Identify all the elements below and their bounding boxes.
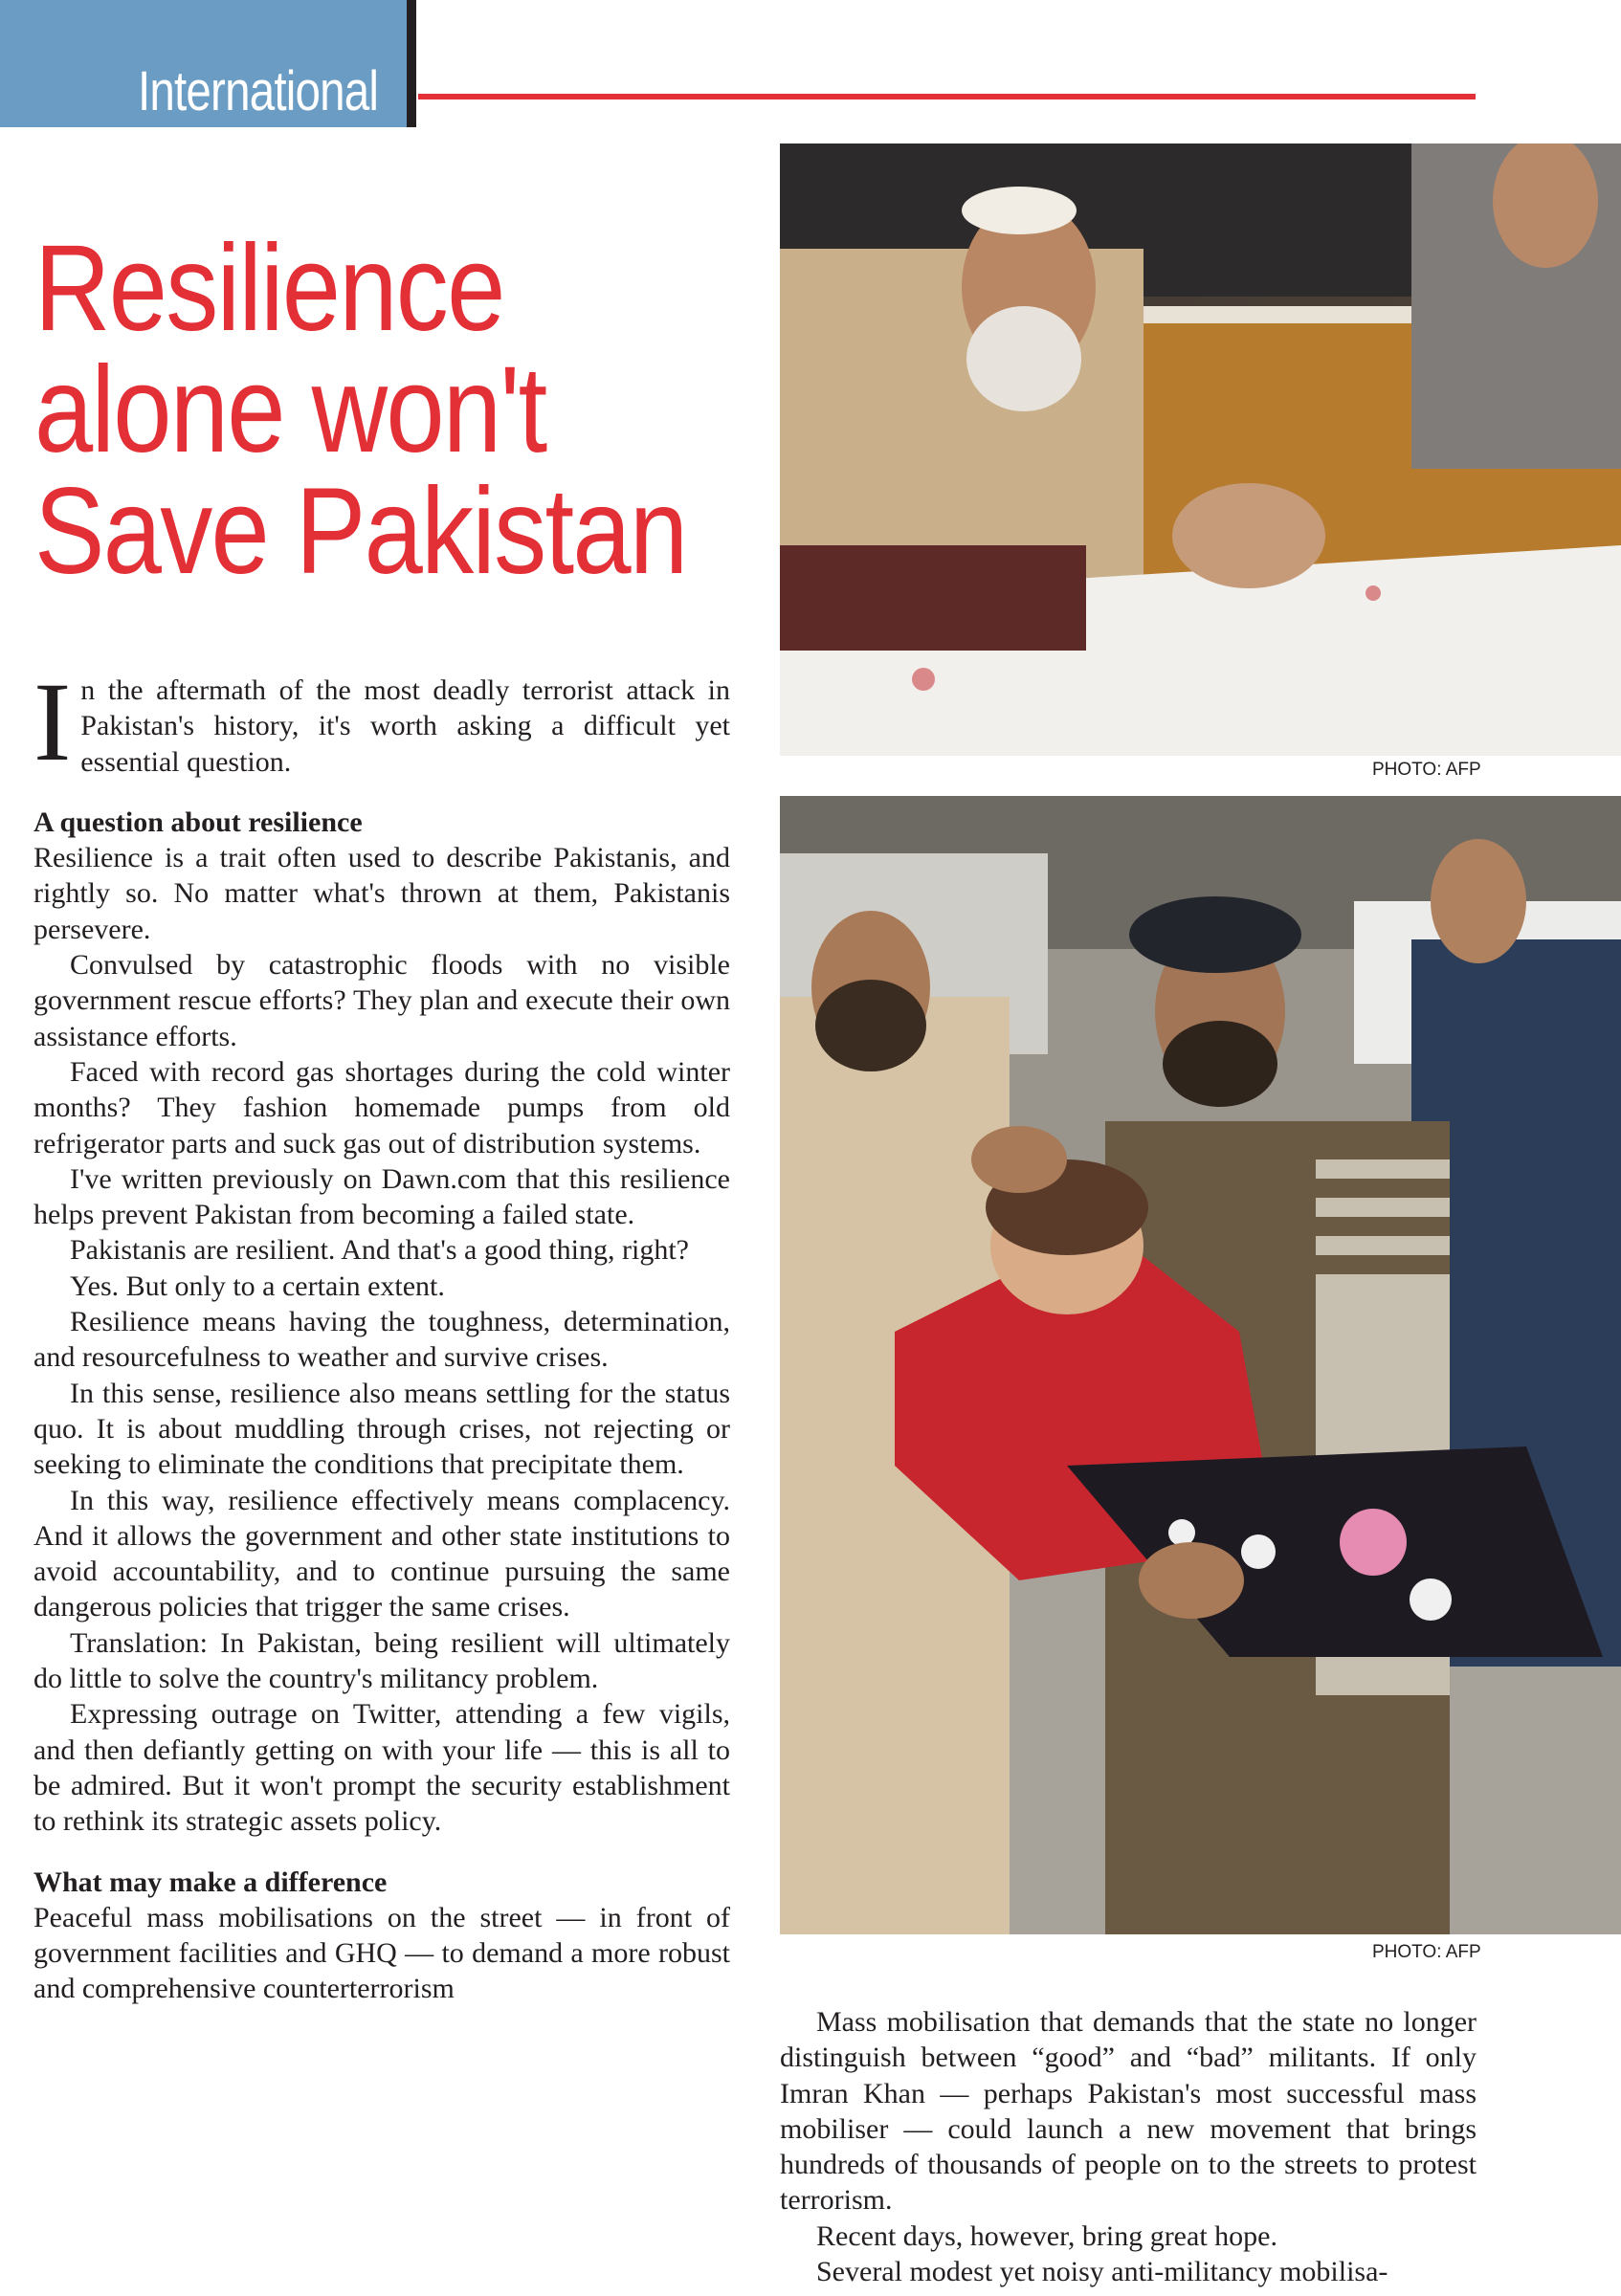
lead-text: n the aftermath of the most deadly terrorist attack in Pakistan's history, it's worth asking a difficult yet essential question. <box>80 674 730 778</box>
paragraph: Expressing outrage on Twitter, attending a few vigils, and then defiantly getting on with your life — this is all to be admired. But it won't prompt the security establishment to rethink its strategic assets policy. <box>33 1698 730 1838</box>
subhead-resilience: A question about resilience <box>33 806 363 838</box>
policeman-carrying-child-photo <box>780 796 1621 1934</box>
paragraph: Peaceful mass mobilisations on the street — in front of government facilities and GHQ — to demand a more robust and comprehensive counterterrorism <box>33 1901 730 2005</box>
section-label: International <box>138 60 379 122</box>
paragraph: In this way, resilience effectively means complacency. And it allows the government and other state institutions to avoid accountability, and to continue pursuing the same dangerous policies that trigger the same crises. <box>33 1484 730 1623</box>
paragraph: Resilience is a trait often used to describe Pakistanis, and rightly so. No matter what's thrown at them, Pakistanis persevere. <box>33 842 730 945</box>
paragraph: Mass mobilisation that demands that the state no longer distinguish between “good” and “bad” militants. If only Imran Khan — perhaps Pakistan's most successful mass mobiliser — could launch a new movement that brings hundreds of thousands of people on to the streets to protest terrorism. <box>780 2006 1477 2217</box>
mourners-at-funeral-photo <box>780 144 1621 756</box>
section-rule <box>418 94 1476 99</box>
subhead-difference: What may make a difference <box>33 1866 388 1898</box>
headline <box>34 220 762 600</box>
paragraph: Convulsed by catastrophic floods with no visible government rescue efforts? They plan and execute their own assistance efforts. <box>33 949 730 1052</box>
paragraph: Yes. But only to a certain extent. <box>70 1269 445 1302</box>
paragraph: Translation: In Pakistan, being resilient will ultimately do little to solve the country's militancy problem. <box>33 1626 730 1695</box>
headline-line-1: Resilience <box>34 220 504 357</box>
paragraph: Several modest yet noisy anti-militancy mobilisa- <box>816 2256 1388 2288</box>
paragraph: I've written previously on Dawn.com that this resilience helps prevent Pakistan from becoming a failed state. <box>33 1162 730 1231</box>
section-tab-edge <box>407 0 416 127</box>
photo-credit: PHOTO: AFP <box>1372 760 1481 780</box>
lead-paragraph <box>33 659 730 784</box>
photo-illustration <box>780 144 1621 756</box>
paragraph: In this sense, resilience also means settling for the status quo. It is about muddling through crises, not rejecting or seeking to eliminate the conditions that precipitate them. <box>33 1377 730 1481</box>
article-column-right <box>780 2004 1477 2289</box>
headline-line-2: alone won't <box>34 342 546 478</box>
paragraph: Pakistanis are resilient. And that's a good thing, right? <box>70 1234 689 1267</box>
article-column-left <box>33 659 730 2007</box>
drop-cap: I <box>33 659 72 784</box>
photo-credit: PHOTO: AFP <box>1372 1942 1481 1962</box>
paragraph: Resilience means having the toughness, determination, and resourcefulness to weather and survive crises. <box>33 1306 730 1374</box>
headline-line-3: Save Pakistan <box>34 463 687 600</box>
paragraph: Faced with record gas shortages during the cold winter months? They fashion homemade pumps from old refrigerator parts and suck gas out of distribution systems. <box>33 1055 730 1159</box>
paragraph: Recent days, however, bring great hope. <box>816 2219 1277 2252</box>
photo-illustration <box>780 796 1621 1934</box>
